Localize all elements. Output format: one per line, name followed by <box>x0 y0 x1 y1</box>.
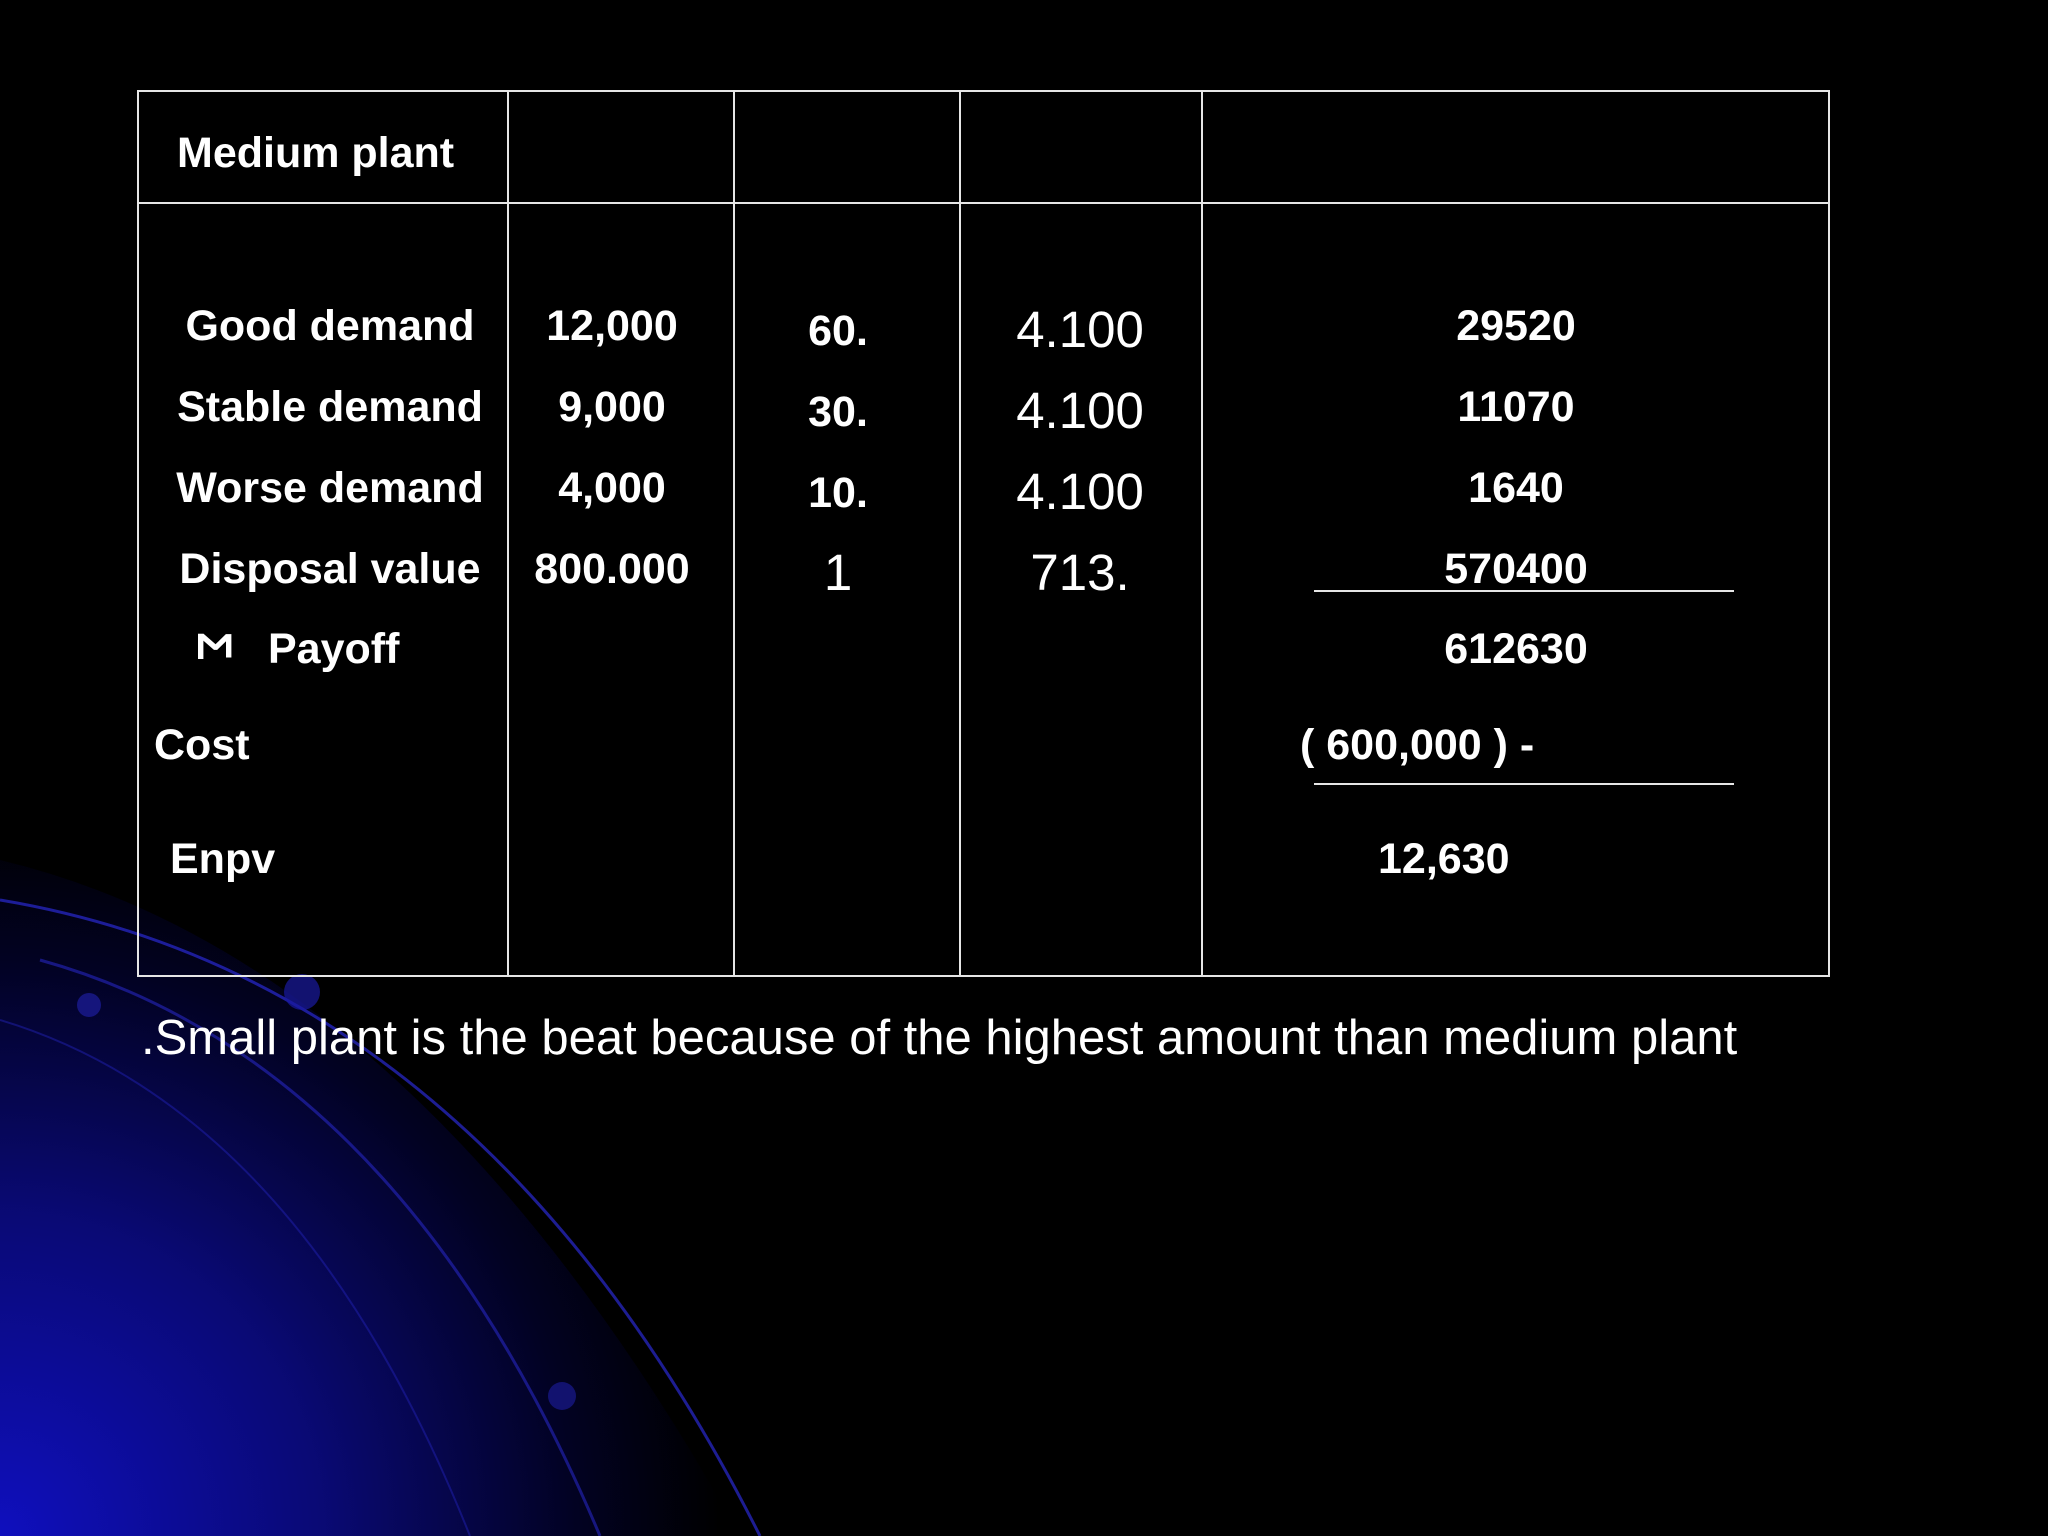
cost-label: Cost <box>154 721 250 769</box>
row-result: 29520 <box>1456 302 1576 350</box>
row-factor: 4.100 <box>1016 301 1144 358</box>
row-result: 11070 <box>1457 383 1575 431</box>
column-divider <box>507 90 509 977</box>
row-result: 570400 <box>1444 545 1588 593</box>
subtotal-underline <box>1314 590 1734 592</box>
table-frame <box>137 90 1830 977</box>
column-divider <box>1201 90 1203 977</box>
header-divider <box>137 202 1830 204</box>
row-label: Stable demand <box>177 383 483 431</box>
table-header-label: Medium plant <box>177 129 455 177</box>
enpv-label: Enpv <box>170 835 276 883</box>
cost-result: ( 600,000 ) - <box>1300 721 1535 769</box>
row-result: 1640 <box>1468 464 1564 512</box>
column-divider <box>959 90 961 977</box>
row-value: 800.000 <box>534 545 690 593</box>
row-value: 12,000 <box>546 302 678 350</box>
payoff-result: 612630 <box>1444 625 1588 673</box>
enpv-result: 12,630 <box>1378 835 1510 883</box>
row-probability: 1 <box>823 544 853 601</box>
row-label: Worse demand <box>176 464 484 512</box>
column-divider <box>733 90 735 977</box>
summation-icon: Σ <box>187 631 240 661</box>
row-probability: 60. <box>808 307 868 355</box>
row-factor: 713. <box>1030 544 1130 601</box>
conclusion-text: .Small plant is the beat because of the highest amount than medium plant <box>141 1011 1738 1065</box>
row-label: Disposal value <box>179 545 481 593</box>
row-probability: 30. <box>808 388 868 436</box>
row-value: 9,000 <box>558 383 666 431</box>
payoff-label: Payoff <box>268 625 400 673</box>
row-factor: 4.100 <box>1016 463 1144 520</box>
total-underline <box>1314 783 1734 785</box>
row-label: Good demand <box>185 302 475 350</box>
row-factor: 4.100 <box>1016 382 1144 439</box>
row-probability: 10. <box>808 469 868 517</box>
row-value: 4,000 <box>558 464 666 512</box>
